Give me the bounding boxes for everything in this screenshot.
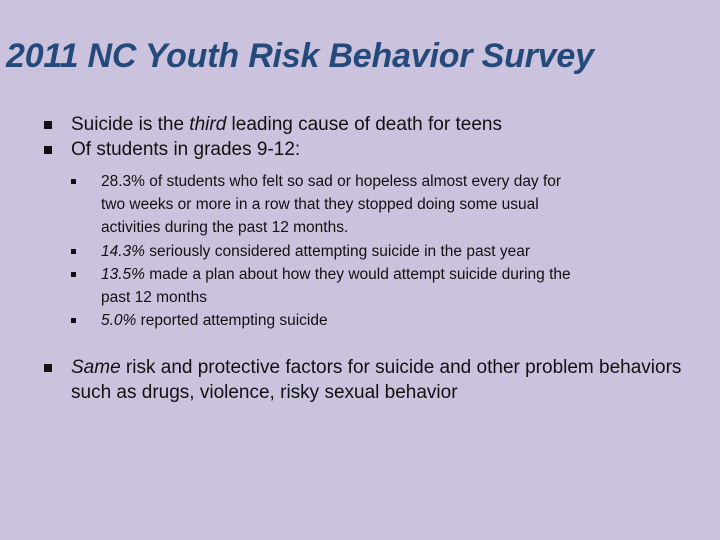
square-bullet-icon [71,249,76,254]
bullet-text: Of students in grades 9-12: [71,139,301,160]
square-bullet-icon [71,272,76,277]
slide-title: 2011 NC Youth Risk Behavior Survey [6,37,594,75]
sub-bullet-percent: 13.5% [101,265,145,283]
bullet-item-risk-factors [44,355,684,405]
square-bullet-icon [44,364,52,372]
square-bullet-icon [71,179,76,184]
sub-bullet-text: 28.3% of students who felt so sad or hopeless almost every day for two weeks or more in a row that they stopped doing some usual activities during the past 12 months. [101,173,562,237]
sub-bullet-text: seriously considered attempting suicide in the past year [144,242,531,260]
sub-bullet-percent: 5.0% [101,312,137,330]
square-bullet-icon [44,121,52,129]
sub-bullet-item-attempted [71,309,581,332]
sub-bullet-item-sad-hopeless [71,170,581,240]
square-bullet-icon [44,146,52,154]
bullet-text-post: leading cause of death for teens [226,114,502,135]
sub-bullet-text: made a plan about how they would attempt suicide during the past 12 months [101,265,571,307]
bullet-item-students [44,137,684,332]
bullet-list [44,112,684,405]
bullet-text-emphasis: Same [71,357,121,379]
square-bullet-icon [71,318,76,323]
sub-bullet-percent: 14.3% [101,242,145,260]
bullet-text-pre: Suicide is the [71,114,190,135]
sub-bullet-list [71,170,684,332]
bullet-text-emphasis: third [189,114,227,135]
sub-bullet-item-considered [71,240,581,263]
bullet-item-suicide-cause [44,112,684,137]
sub-bullet-item-plan [71,263,581,309]
sub-bullet-text: reported attempting suicide [136,312,328,330]
bullet-text: risk and protective factors for suicide and other problem behaviors such as drugs, violence, risky sexual behavior [71,357,682,404]
